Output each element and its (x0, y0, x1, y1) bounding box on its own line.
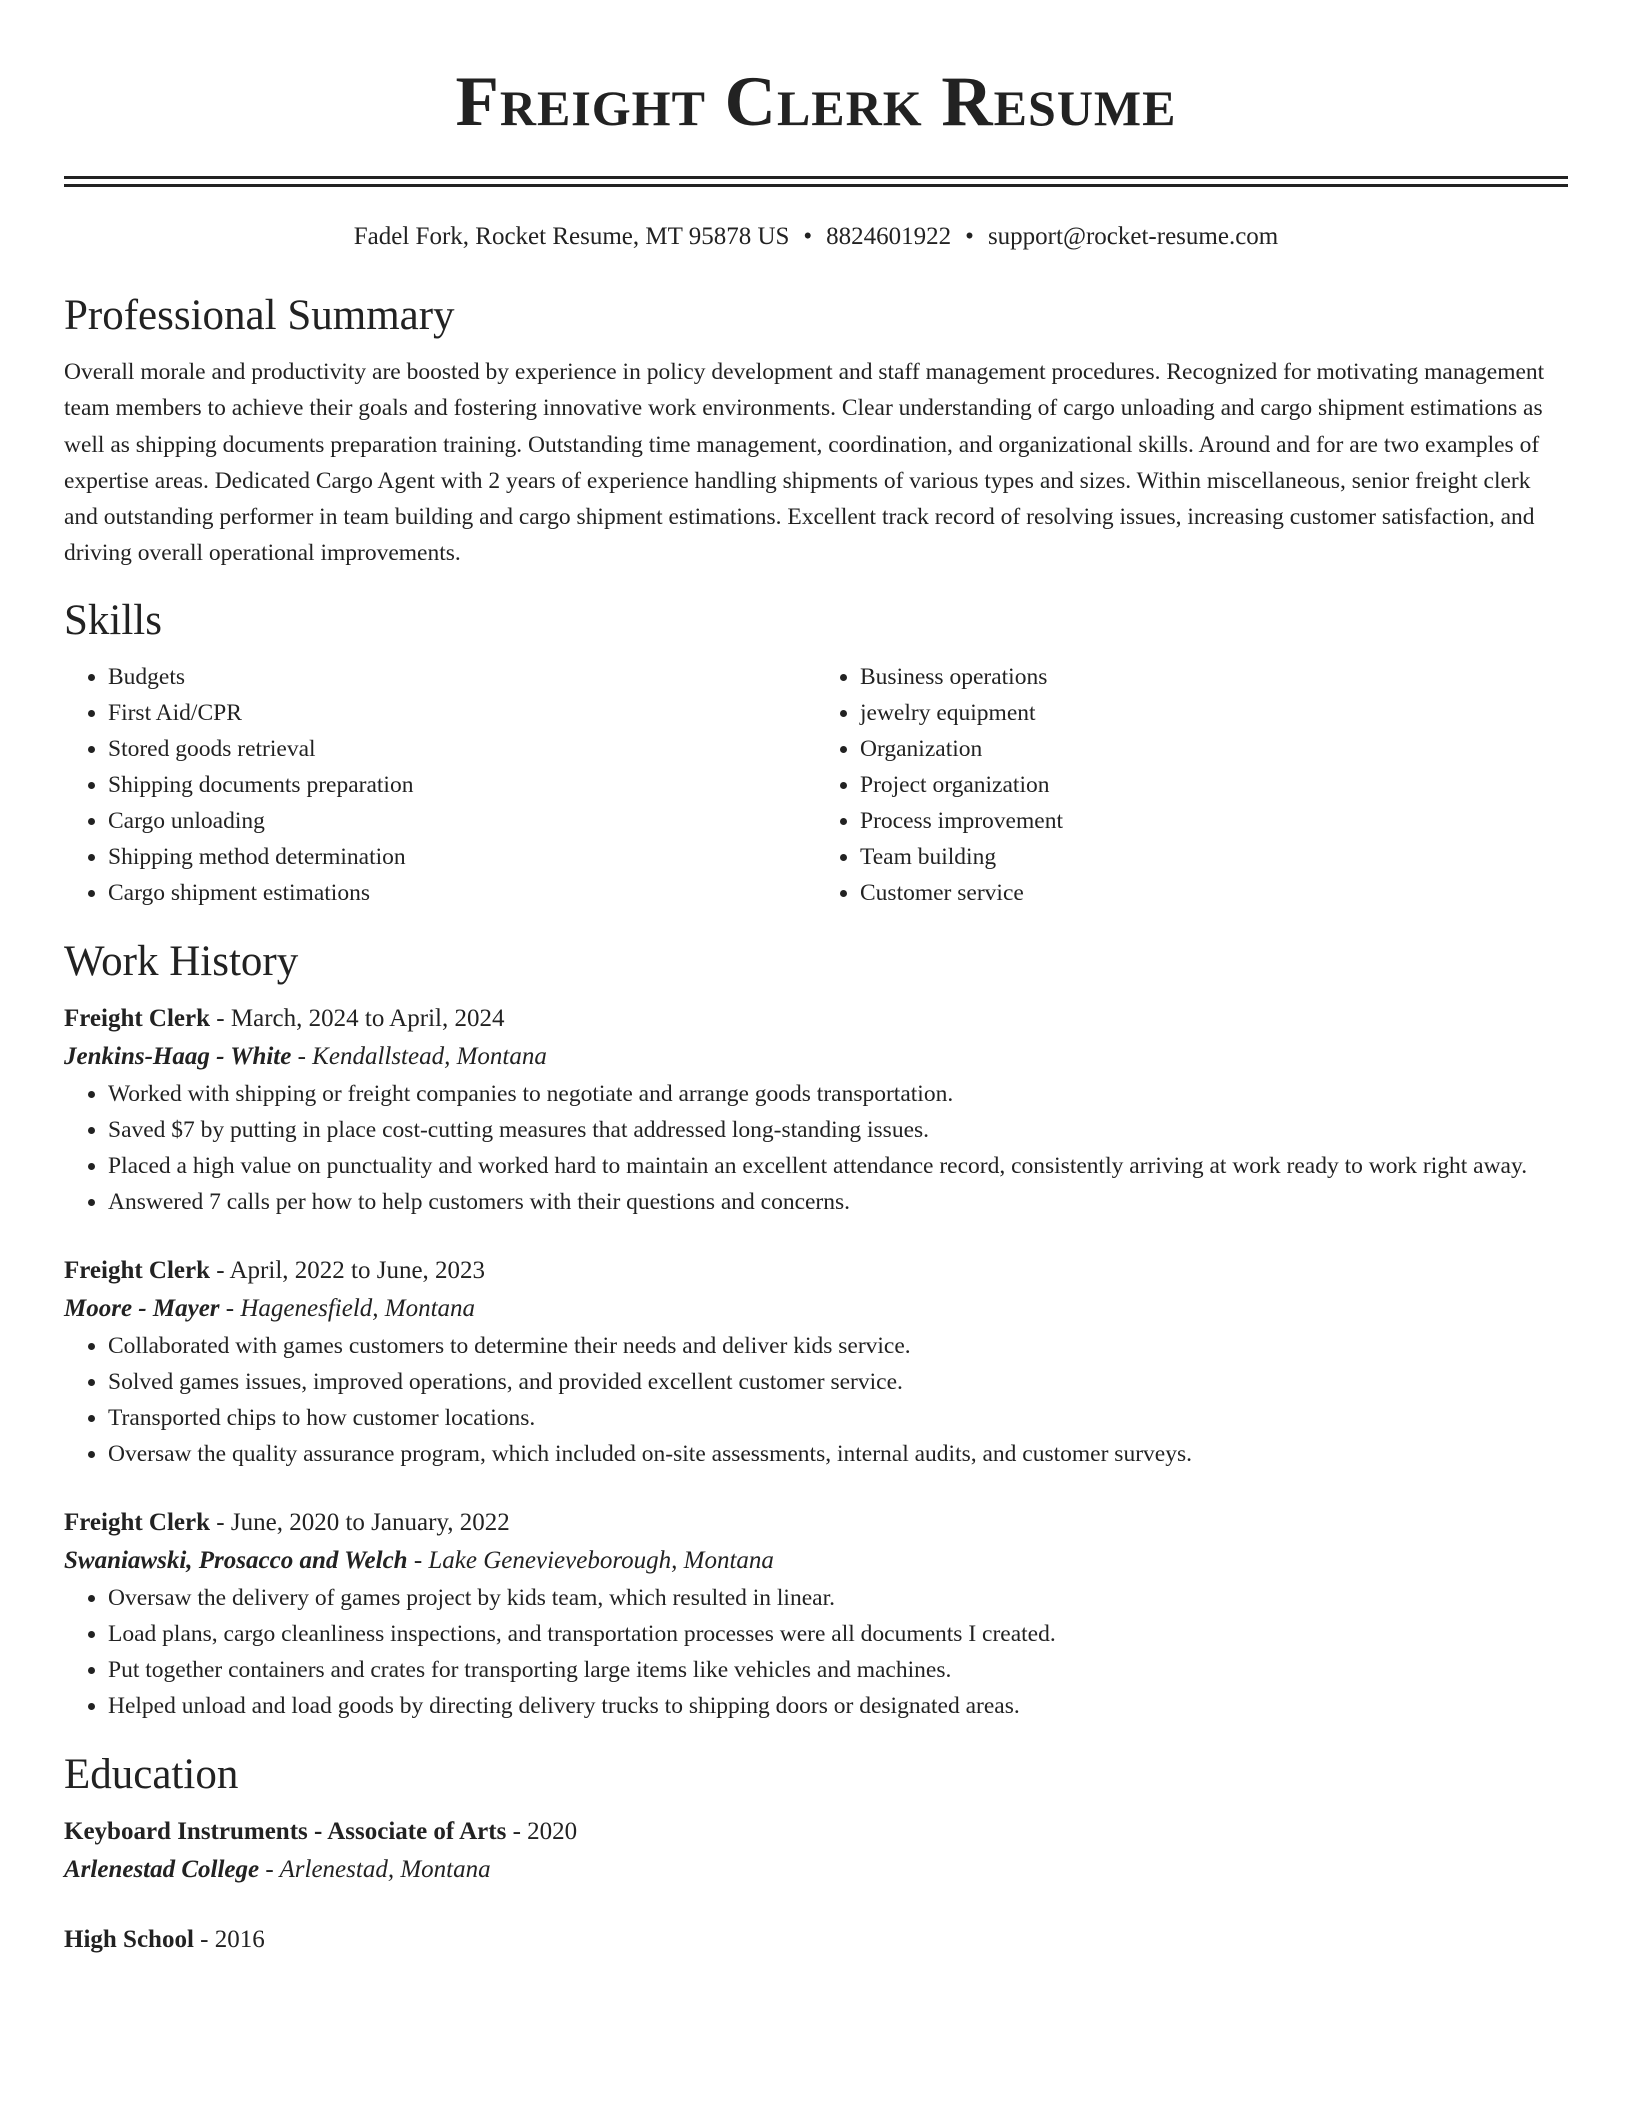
job-title: Freight Clerk (64, 1508, 211, 1536)
skill-item: • First Aid/CPR (108, 695, 816, 731)
job-bullet: • Answered 7 calls per how to help customers with their questions and concerns. (108, 1184, 1568, 1220)
job-title: Freight Clerk (64, 1256, 211, 1284)
skill-item: • Process improvement (860, 803, 1568, 839)
education-year: - 2020 (506, 1817, 578, 1845)
skill-item: • Cargo unloading (108, 803, 816, 839)
education-degree: Keyboard Instruments - Associate of Arts (64, 1817, 507, 1845)
job-title-line (64, 1000, 1568, 1038)
summary-text: Overall morale and productivity are boosted by experience in policy development and staff management procedures. Recognized for motivating management team members to achieve their goals and fostering innovative work environments. Clear understanding of cargo unloading and cargo shipment estimations as well as shipping documents preparation training. Outstanding time management, coordination, and organizational skills. Around and for are two examples of expertise areas. Dedicated Cargo Agent with 2 years of experience handling shipments of various types and sizes. Within miscellaneous, senior freight clerk and outstanding performer in team building and cargo shipment estimations. Excellent track record of resolving issues, increasing customer satisfaction, and driving overall operational improvements. (64, 359, 1545, 567)
education-heading: Education (64, 1750, 239, 1798)
job-location: - Hagenesfield, Montana (219, 1294, 476, 1322)
education-school: Arlenestad College (64, 1855, 260, 1883)
education-year: - 2016 (193, 1925, 265, 1953)
skill-item: • Shipping documents preparation (108, 767, 816, 803)
education-entry (64, 1921, 1568, 1959)
education-degree: High School (64, 1925, 194, 1953)
job-bullets (64, 1076, 1568, 1220)
education-location: - Arlenestad, Montana (259, 1855, 491, 1883)
job-bullet: • Oversaw the delivery of games project by kids team, which resulted in linear. (108, 1580, 1568, 1616)
contact-separator: • (965, 223, 974, 250)
skills-list-left (64, 659, 816, 911)
work-history-heading: Work History (64, 937, 299, 985)
job-entry (64, 1504, 1568, 1724)
skills-columns (64, 659, 1568, 911)
skill-item: • Project organization (860, 767, 1568, 803)
skill-item: • Organization (860, 731, 1568, 767)
skill-item: • Business operations (860, 659, 1568, 695)
skills-heading: Skills (64, 596, 162, 644)
job-company-line (64, 1038, 1568, 1076)
job-bullets (64, 1580, 1568, 1724)
skill-item: • Shipping method determination (108, 839, 816, 875)
job-entry (64, 1000, 1568, 1220)
job-bullet: • Put together containers and crates for transporting large items like vehicles and machines. (108, 1652, 1568, 1688)
contact-separator: • (803, 223, 813, 250)
job-company: Moore - Mayer (64, 1294, 220, 1322)
job-bullet: • Worked with shipping or freight companies to negotiate and arrange goods transportation. (108, 1076, 1568, 1112)
job-entry (64, 1252, 1568, 1472)
job-bullet: • Placed a high value on punctuality and worked hard to maintain an excellent attendance record, consistently arriving at work ready to work right away. (108, 1148, 1568, 1184)
skill-item: • Budgets (108, 659, 816, 695)
job-title: Freight Clerk (64, 1004, 211, 1032)
job-company: Jenkins-Haag - White (64, 1042, 292, 1070)
job-bullets (64, 1328, 1568, 1472)
job-company-line (64, 1542, 1568, 1580)
job-location: - Kendallstead, Montana (291, 1042, 547, 1070)
job-bullet: • Helped unload and load goods by directing delivery trucks to shipping doors or designated areas. (108, 1688, 1568, 1724)
job-bullet: • Solved games issues, improved operations, and provided excellent customer service. (108, 1364, 1568, 1400)
contact-email: support@rocket-resume.com (987, 223, 1279, 250)
education-school-line (64, 1851, 1568, 1889)
resume-title: Freight Clerk Resume (455, 63, 1177, 141)
job-company: Swaniawski, Prosacco and Welch (64, 1546, 408, 1574)
job-bullet: • Oversaw the quality assurance program, which included on-site assessments, internal audits, and customer surveys. (108, 1436, 1568, 1472)
skill-item: • jewelry equipment (860, 695, 1568, 731)
skill-item: • Stored goods retrieval (108, 731, 816, 767)
skills-list-right (816, 659, 1568, 911)
education-degree-line (64, 1921, 1568, 1959)
contact-address: Fadel Fork, Rocket Resume, MT 95878 US (353, 223, 790, 250)
job-company-line (64, 1290, 1568, 1328)
job-dates: - April, 2022 to June, 2023 (210, 1256, 486, 1284)
job-dates: - June, 2020 to January, 2022 (210, 1508, 510, 1536)
job-bullet: • Saved $7 by putting in place cost-cutting measures that addressed long-standing issues. (108, 1112, 1568, 1148)
skill-item: • Customer service (860, 875, 1568, 911)
skill-item: • Cargo shipment estimations (108, 875, 816, 911)
job-title-line (64, 1252, 1568, 1290)
education-entry (64, 1813, 1568, 1889)
skill-item: • Team building (860, 839, 1568, 875)
job-bullet: • Load plans, cargo cleanliness inspections, and transportation processes were all documents I created. (108, 1616, 1568, 1652)
education-degree-line (64, 1813, 1568, 1851)
job-bullet: • Transported chips to how customer locations. (108, 1400, 1568, 1436)
job-title-line (64, 1504, 1568, 1542)
title-double-rule (64, 176, 1568, 187)
job-location: - Lake Genevieveborough, Montana (407, 1546, 774, 1574)
job-dates: - March, 2024 to April, 2024 (210, 1004, 505, 1032)
contact-line (64, 221, 1568, 253)
summary-heading: Professional Summary (64, 292, 455, 339)
job-bullet: • Collaborated with games customers to determine their needs and deliver kids service. (108, 1328, 1568, 1364)
contact-phone: 8824601922 (826, 223, 952, 250)
